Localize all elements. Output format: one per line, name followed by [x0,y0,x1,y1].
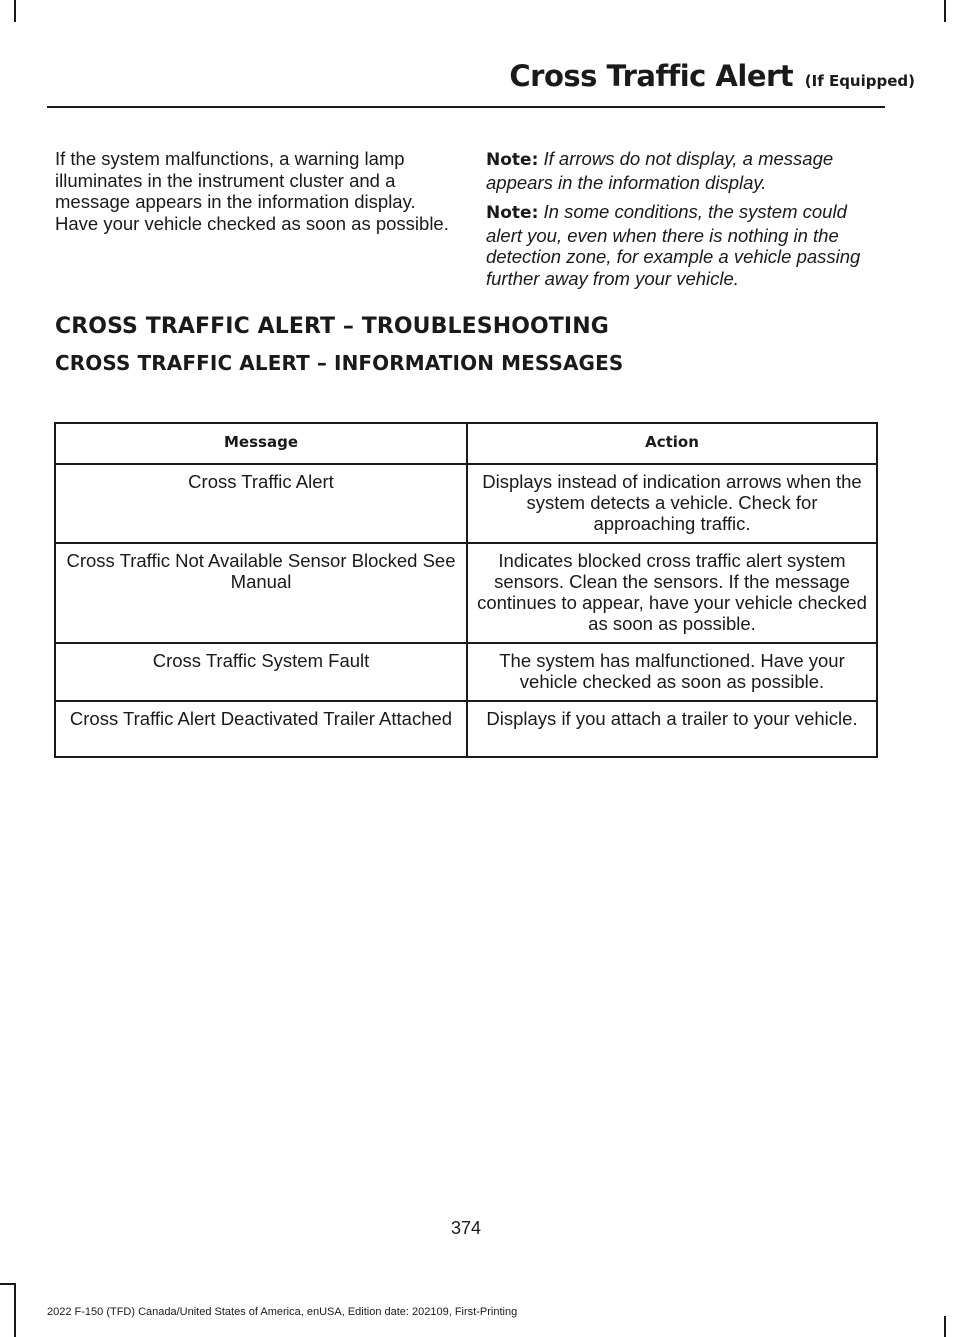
action-cell: Displays if you attach a trailer to your vehicle. [467,701,877,757]
column-header-message: Message [55,423,467,464]
message-cell: Cross Traffic Alert Deactivated Trailer Attached [55,701,467,757]
table-row [55,464,877,543]
page-number: 374 [450,1218,482,1238]
message-cell: Cross Traffic System Fault [55,643,467,701]
crop-mark-top-right [944,0,946,22]
right-column [486,148,884,297]
action-cell: Displays instead of indication arrows when the system detects a vehicle. Check for approaching traffic. [467,464,877,543]
table-header-row [55,423,877,464]
section-heading: CROSS TRAFFIC ALERT – TROUBLESHOOTING [55,314,609,339]
page-title-qualifier: (If Equipped) [804,72,915,90]
crop-mark-bottom-left [14,1283,16,1337]
note-text: If arrows do not display, a message appears in the information display. [486,148,834,193]
page-title-text: Cross Traffic Alert [509,59,794,93]
information-messages-table [54,422,878,758]
section-subheading: CROSS TRAFFIC ALERT – INFORMATION MESSAGES [55,351,624,375]
crop-mark-top-left [14,0,16,22]
action-cell: Indicates blocked cross traffic alert system sensors. Clean the sensors. If the message continues to appear, have your vehicle checked as soon as possible. [467,543,877,643]
message-cell: Cross Traffic Not Available Sensor Blocked See Manual [55,543,467,643]
note-paragraph [486,148,884,193]
page-title [0,58,915,99]
note-label: Note: [486,203,539,223]
column-header-action: Action [467,423,877,464]
action-cell: The system has malfunctioned. Have your vehicle checked as soon as possible. [467,643,877,701]
edition-footer: 2022 F-150 (TFD) Canada/United States of America, enUSA, Edition date: 202109, First-Printing [47,1306,518,1318]
table-row [55,543,877,643]
left-column [55,148,453,242]
crop-mark-bottom-left-h [0,1283,16,1285]
note-paragraph [486,201,884,289]
malfunction-paragraph: If the system malfunctions, a warning lamp illuminates in the instrument cluster and a message appears in the information display. Have your vehicle checked as soon as possible. [55,148,449,234]
message-cell: Cross Traffic Alert [55,464,467,543]
crop-mark-bottom-right [944,1316,946,1337]
table-row [55,643,877,701]
note-text: In some conditions, the system could alert you, even when there is nothing in the detection zone, for example a vehicle passing further away from your vehicle. [486,201,861,289]
title-rule [47,106,885,108]
note-label: Note: [486,150,539,170]
table-row [55,701,877,757]
